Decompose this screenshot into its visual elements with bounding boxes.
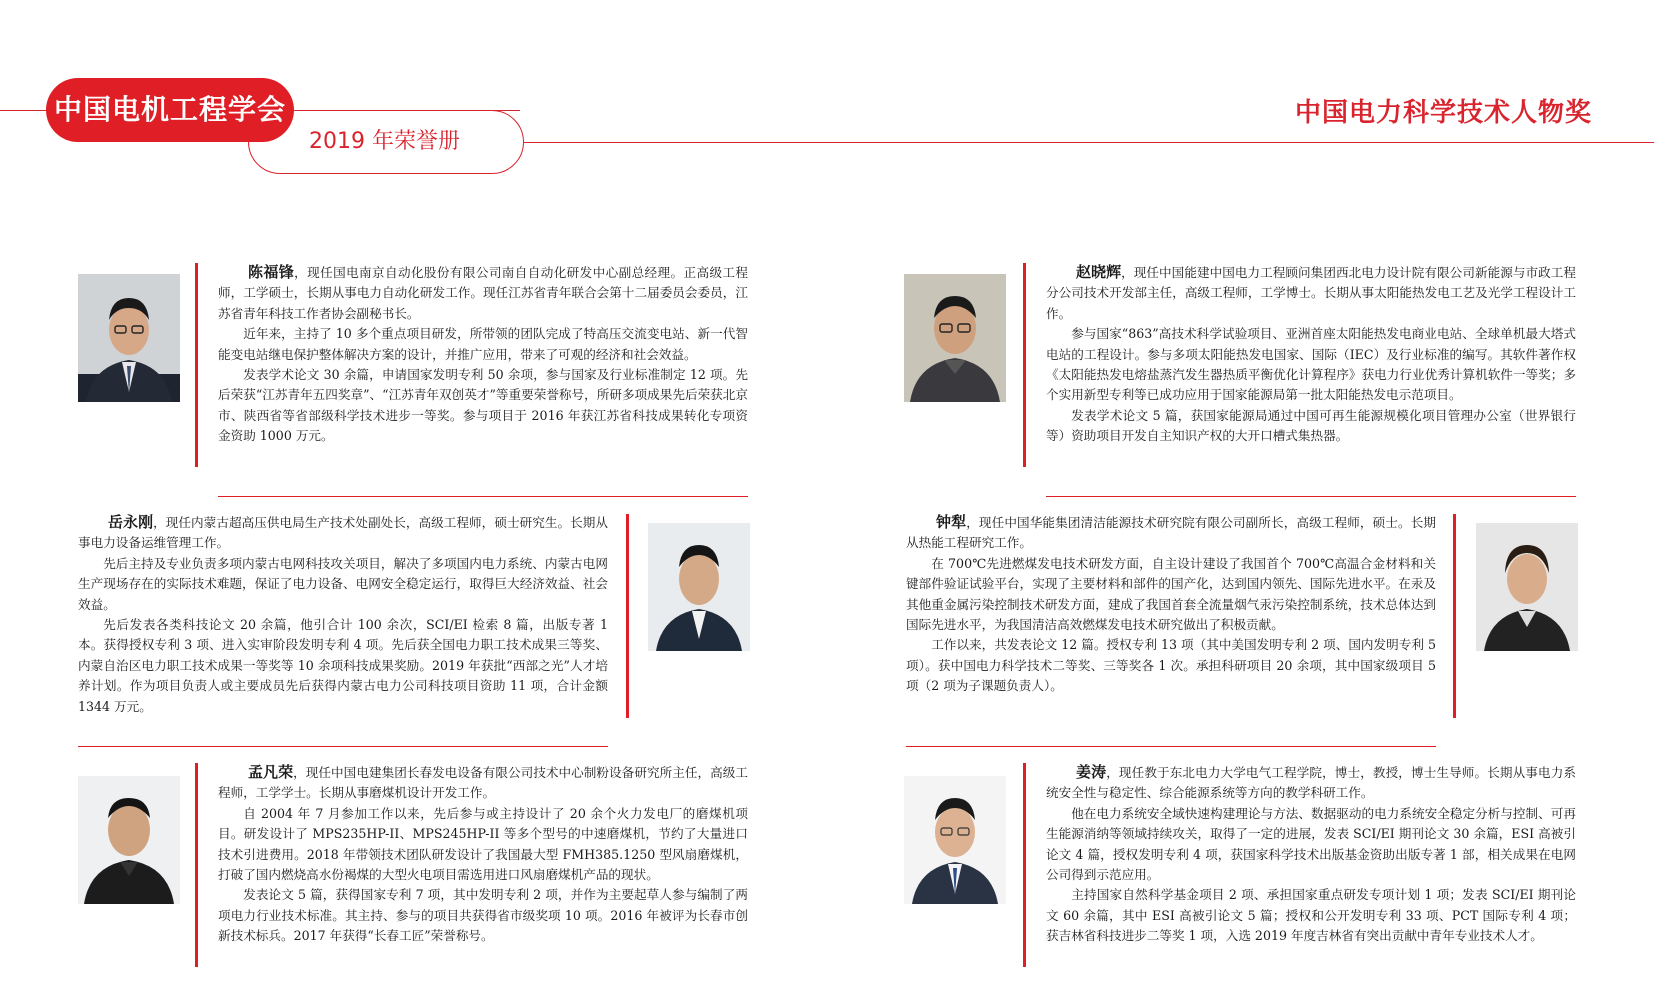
bio-chen-fufeng: 陈福锋，现任国电南京自动化股份有限公司南自自动化研发中心副总经理。正高级工程师，工学硕士，长期从事电力自动化研发工作。现任江苏省青年联合会第十二届委员会委员，江苏省青年科技工作者协会副秘书长。 近年来，主持了 10 多个重点项目研发，所带领的团队完成了特高压交流变电站、新一代智能变电站继电保护整体解决方案的设计，并推广应用，带来了可观的经济和社会效益。 发表学术论文 30 余篇，申请国家发明专利 50 余项，参与国家及行业标准制定 12 项。先后荣获“江苏青年五四奖章”、“江苏青年双创英才”等重要荣誉称号，所研多项成果先后荣获北京市、陕西省等省部级科学技术进步一等奖。参与项目于 2016 年获江苏省科技成果转化专项资金资助 1000 万元。: [218, 262, 748, 447]
portrait-photo-chen-fufeng: [78, 274, 180, 402]
person-name: 姜涛: [1076, 763, 1107, 781]
bio-meng-fanrong: 孟凡荣，现任中国电建集团长春发电设备有限公司技术中心制粉设备研究所主任，高级工程师，工学学士。长期从事磨煤机设计开发工作。 自 2004 年 7 月参加工作以来，先后参与或主持设计了 20 余个火力发电厂的磨煤机项目。研发设计了 MPS235HP-II、MPS245HP-II 等多个型号的中速磨煤机，节约了大量进口技术引进费用。2018 年带领技术团队研发设计了我国最大型 FMH385.1250 型风扇磨煤机，打破了国内燃烧高水份褐煤的大型火电项目需选用进口风扇磨煤机产品的现状。 发表论文 5 篇，获得国家专利 7 项，其中发明专利 2 项，并作为主要起草人参与编制了两项电力行业技术标准。其主持、参与的项目共获得省市级奖项 10 项。2016 年被评为长春市创新技术标兵。2017 年获得“长春工匠”荣誉称号。: [218, 762, 748, 947]
bio-paragraph: 发表学术论文 5 篇，获国家能源局通过中国可再生能源规模化项目管理办公室（世界银行等）资助项目开发自主知识产权的大开口槽式集热器。: [1046, 407, 1576, 444]
bio-paragraph: 自 2004 年 7 月参加工作以来，先后参与或主持设计了 20 余个火力发电厂的磨煤机项目。研发设计了 MPS235HP-II、MPS245HP-II 等多个型号的中速磨煤机，节约了大量进口技术引进费用。2018 年带领技术团队研发设计了我国最大型 FMH385.1250 型风扇磨煤机，打破了国内燃烧高水份褐煤的大型火电项目需选用进口风扇磨煤机产品的现状。: [218, 805, 748, 883]
person-name: 钟犁: [936, 513, 967, 531]
bio-yue-yonggang: 岳永刚，现任内蒙古超高压供电局生产技术处副处长，高级工程师，硕士研究生。长期从事电力设备运维管理工作。 先后主持及专业负责多项内蒙古电网科技攻关项目，解决了多项国内电力系统、内蒙古电网生产现场存在的实际技术难题，保证了电力设备、电网安全稳定运行，取得巨大经济效益、社会效益。 先后发表各类科技论文 20 余篇，他引合计 100 余次，SCI/EI 检索 8 篇，出版专著 1 本。获得授权专利 3 项、进入实审阶段发明专利 4 项。先后获全国电力职工技术成果三等奖、内蒙自治区电力职工技术成果一等奖等 10 余项科技成果奖励。2019 年获批“西部之光”人才培养计划。作为项目负责人或主要成员先后获得内蒙古电力公司科技项目资助 11 项，合计金额 1344 万元。: [78, 512, 608, 717]
bio-paragraph: 主持国家自然科学基金项目 2 项、承担国家重点研发专项计划 1 项；发表 SCI/EI 期刊论文 60 余篇，其中 ESI 高被引论文 5 篇；授权和公开发明专利 33 项、PCT 国际专利 4 项；获吉林省科技进步二等奖 1 项，入选 2019 年度吉林省有突出贡献中青年专业技术人才。: [1046, 887, 1576, 944]
bio-paragraph: 发表论文 5 篇，获得国家专利 7 项，其中发明专利 2 项，并作为主要起草人参与编制了两项电力行业技术标准。其主持、参与的项目共获得省市级奖项 10 项。2016 年被评为长春市创新技术标兵。2017 年获得“长春工匠”荣誉称号。: [218, 887, 748, 944]
bio-paragraph: 近年来，主持了 10 多个重点项目研发，所带领的团队完成了特高压交流变电站、新一代智能变电站继电保护整体解决方案的设计，并推广应用，带来了可观的经济和社会效益。: [218, 326, 748, 362]
bio-paragraph: 发表学术论文 30 余篇，申请国家发明专利 50 余项，参与国家及行业标准制定 12 项。先后荣获“江苏青年五四奖章”、“江苏青年双创英才”等重要荣誉称号，所研多项成果先后荣获北京市、陕西省等省部级科学技术进步一等奖。参与项目于 2016 年获江苏省科技成果转化专项资金资助 1000 万元。: [218, 367, 748, 444]
accent-bar: [195, 263, 198, 467]
year-label: 2019 年荣誉册: [248, 110, 524, 174]
bio-paragraph: 工作以来，共发表论文 12 篇。授权专利 13 项（其中美国发明专利 2 项、国内发明专利 5 项）。获中国电力科学技术二等奖、三等奖各 1 次。承担科研项目 20 余项，其中国家级项目 5 项（2 项为子课题负责人）。: [906, 637, 1436, 694]
bio-zhong-li: 钟犁，现任中国华能集团清洁能源技术研究院有限公司副所长，高级工程师，硕士。长期从热能工程研究工作。 在 700℃先进燃煤发电技术研发方面，自主设计建设了我国首个 700℃高温合金材料和关键部件验证试验平台，实现了主要材料和部件的国产化，达到国内领先、国际先进水平。在汞及其他重金属污染控制技术研发方面，建成了我国首套全流量烟气汞污染控制系统，技术总体达到国际先进水平，为我国清洁高效燃煤发电技术研究做出了积极贡献。 工作以来，共发表论文 12 篇。授权专利 13 项（其中美国发明专利 2 项、国内发明专利 5 项）。获中国电力科学技术二等奖、三等奖各 1 次。承担科研项目 20 余项，其中国家级项目 5 项（2 项为子课题负责人）。: [906, 512, 1436, 697]
section-divider: [78, 746, 608, 747]
bio-paragraph: 在 700℃先进燃煤发电技术研发方面，自主设计建设了我国首个 700℃高温合金材料和关键部件验证试验平台，实现了主要材料和部件的国产化，达到国内领先、国际先进水平。在汞及其他重金属污染控制技术研发方面，建成了我国首套全流量烟气汞污染控制系统，技术总体达到国际先进水平，为我国清洁高效燃煤发电技术研究做出了积极贡献。: [906, 555, 1436, 633]
bio-paragraph: 先后主持及专业负责多项内蒙古电网科技攻关项目，解决了多项国内电力系统、内蒙古电网生产现场存在的实际技术难题，保证了电力设备、电网安全稳定运行，取得巨大经济效益、社会效益。: [78, 555, 608, 612]
section-divider: [906, 746, 1436, 747]
accent-bar: [1023, 763, 1026, 967]
header-rule-left: [0, 110, 48, 111]
accent-bar: [1453, 514, 1456, 718]
person-name: 岳永刚: [108, 513, 154, 531]
person-name: 赵晓辉: [1076, 263, 1122, 281]
bio-zhao-xiaohui: 赵晓辉，现任中国能建中国电力工程顾问集团西北电力设计院有限公司新能源与市政工程分公司技术开发部主任，高级工程师，工学博士。长期从事太阳能热发电工艺及光学工程设计工作。 参与国家“863”高技术科学试验项目、亚洲首座太阳能热发电商业电站、全球单机最大塔式电站的工程设计。参与多项太阳能热发电国家、国际（IEC）及行业标准的编写。其软件著作权《太阳能热发电熔盐蒸汽发生器热质平衡优化计算程序》获电力行业优秀计算机软件一等奖；多个实用新型专利等已成功应用于国家能源局第一批太阳能热发电示范项目。 发表学术论文 5 篇，获国家能源局通过中国可再生能源规模化项目管理办公室（世界银行等）资助项目开发自主知识产权的大开口槽式集热器。: [1046, 262, 1576, 447]
person-name: 陈福锋: [248, 263, 295, 281]
header-rule-right: [522, 142, 1654, 143]
section-divider: [218, 496, 748, 497]
section-divider: [1046, 496, 1576, 497]
portrait-photo-yue-yonggang: [648, 523, 750, 651]
accent-bar: [1023, 263, 1026, 467]
bio-paragraph: 他在电力系统安全域快速构建理论与方法、数据驱动的电力系统安全稳定分析与控制、可再生能源消纳等领域持续攻关，取得了一定的进展，发表 SCI/EI 期刊论文 30 余篇，ESI 高被引论文 4 篇，授权发明专利 4 项，获国家科学技术出版基金资助出版专著 1 部，相关成果在电网公司得到示范应用。: [1046, 805, 1576, 883]
award-title: 中国电力科学技术人物奖: [1294, 98, 1592, 128]
person-name: 孟凡荣: [248, 763, 294, 781]
portrait-photo-meng-fanrong: [78, 776, 180, 904]
bio-jiang-tao: 姜涛，现任教于东北电力大学电气工程学院，博士，教授，博士生导师。长期从事电力系统安全性与稳定性、综合能源系统等方向的教学科研工作。 他在电力系统安全域快速构建理论与方法、数据驱动的电力系统安全稳定分析与控制、可再生能源消纳等领域持续攻关，取得了一定的进展，发表 SCI/EI 期刊论文 30 余篇，ESI 高被引论文 4 篇，授权发明专利 4 项，获国家科学技术出版基金资助出版专著 1 部，相关成果在电网公司得到示范应用。 主持国家自然科学基金项目 2 项、承担国家重点研发专项计划 1 项；发表 SCI/EI 期刊论文 60 余篇，其中 ESI 高被引论文 5 篇；授权和公开发明专利 33 项、PCT 国际专利 4 项；获吉林省科技进步二等奖 1 项，入选 2019 年度吉林省有突出贡献中青年专业技术人才。: [1046, 762, 1576, 947]
portrait-photo-zhao-xiaohui: [904, 274, 1006, 402]
accent-bar: [195, 763, 198, 967]
bio-paragraph: 参与国家“863”高技术科学试验项目、亚洲首座太阳能热发电商业电站、全球单机最大塔式电站的工程设计。参与多项太阳能热发电国家、国际（IEC）及行业标准的编写。其软件著作权《太阳能热发电熔盐蒸汽发生器热质平衡优化计算程序》获电力行业优秀计算机软件一等奖；多个实用新型专利等已成功应用于国家能源局第一批太阳能热发电示范项目。: [1046, 326, 1576, 403]
org-name-badge: 中国电机工程学会: [46, 78, 294, 142]
portrait-photo-jiang-tao: [904, 776, 1006, 904]
accent-bar: [626, 514, 629, 718]
portrait-photo-zhong-li: [1476, 523, 1578, 651]
bio-paragraph: 先后发表各类科技论文 20 余篇，他引合计 100 余次，SCI/EI 检索 8 篇，出版专著 1 本。获得授权专利 3 项、进入实审阶段发明专利 4 项。先后获全国电力职工技术成果三等奖、内蒙自治区电力职工技术成果一等奖等 10 余项科技成果奖励。2019 年获批“西部之光”人才培养计划。作为项目负责人或主要成员先后获得内蒙古电力公司科技项目资助 11 项，合计金额 1344 万元。: [78, 617, 608, 714]
